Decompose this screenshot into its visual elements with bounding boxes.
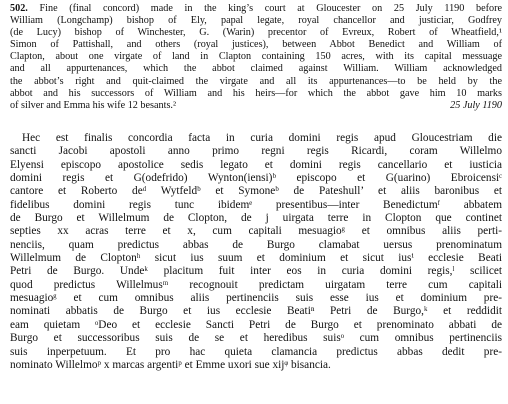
latin-line: cantore et Roberto deᵈ Wytfeldᵇ et Symoneᵇ de Pateshull’ et aliis baronibus et bbox=[10, 185, 502, 198]
calendar-line: abbot and his successors of William and his heirs—for which the abbot gave him 10 marks bbox=[10, 87, 502, 99]
calendar-line: (de Lucy) bishop of Winchester, G. (Warin) precentor of Evreux, Robert of Wheatfield,¹ bbox=[10, 27, 502, 39]
latin-line: fidelibus domini regis tunc ibidemᵉ presentibus—inter Benedictumᶠ abbatem bbox=[10, 198, 502, 211]
latin-line: sancti Jacobi apostoli anno primo regni regis Ricardi, coram Willelmo bbox=[10, 145, 502, 158]
latin-line: Burgo et successoribus suis de se et heredibus suisᵒ cum omnibus pertinenciis bbox=[10, 332, 502, 345]
calendar-line: 502. Fine (final concord) made in the king’s court at Gloucester on 25 July 1190 before bbox=[10, 3, 503, 14]
latin-line: nenciis, quam predictus abbas de Burgo clamabat uersus prenominatum bbox=[10, 238, 502, 251]
calendar-line: Simon of Pattishall, and others (royal justices), between Abbot Benedict and William of bbox=[10, 39, 502, 51]
calendar-line: Clapton, about one virgate of land in Clapton containing 150 acres, with its capital messuage bbox=[10, 51, 502, 63]
latin-line: de Burgo et Willelmum de Clopton, de j uirgata terre in Clopton que continet bbox=[10, 212, 502, 225]
latin-line: Hec est finalis concordia facta in curia domini regis apud Gloucestriam die bbox=[22, 132, 502, 144]
entry-number: 502. bbox=[10, 3, 28, 14]
latin-line: mesuagioᵍ et cum omnibus aliis pertinenciis suis esse ius et dominium pre- bbox=[10, 292, 502, 305]
latin-line: Elyensi episcopo apostolice sedis legato et domini regis cancellario et iusticia bbox=[10, 158, 502, 171]
calendar-line: and all appurtenances, which the abbot claimed against William. William acknowledged bbox=[10, 63, 502, 75]
latin-text bbox=[10, 132, 502, 372]
calendar-line: the abbot’s right and quit-claimed the virgate and all its appurtenances—to be held by the bbox=[10, 75, 502, 87]
calendar-entry bbox=[10, 3, 502, 112]
latin-line: suis inperpetuum. Et pro hac quieta clamancia predictus abbas dedit pre- bbox=[10, 345, 502, 358]
latin-line: Petri de Burgo. Undeᵏ placitum fuit inter eos in curia domini regis,ˡ scilicet bbox=[10, 265, 502, 278]
latin-line: septies xx acras terre et x, cum capitali mesuagioᵍ et omnibus aliis perti- bbox=[10, 225, 502, 238]
latin-line: Willelmum de Cloptonʰ sicut ius suum et dominium et sicut iusⁱ ecclesie Beati bbox=[10, 252, 502, 265]
calendar-line: of silver and Emma his wife 12 besants.² 25 July 1190 bbox=[10, 99, 502, 111]
date-tail: 25 July 1190 bbox=[450, 99, 502, 111]
latin-line: nominato Willelmoᵖ x marcas argentiᵖ et Emme uxori sue xijᵠ bisancia. bbox=[10, 358, 331, 371]
latin-line: quod predictus Willelmusᵐ recognouit predictam uirgatam terre cum capitali bbox=[10, 278, 502, 291]
latin-line: eam quietam ᵒDeo et ecclesie Sancti Petri de Burgo et prenominato abbati de bbox=[10, 318, 502, 331]
latin-line: domini regis et G(odefrido) Wynton(iensi)ᵇ episcopo et G(uarino) Ebroicensiᶜ bbox=[10, 172, 502, 185]
calendar-line: William (Longchamp) bishop of Ely, papal legate, royal chancellor and justiciar, Godfrey bbox=[10, 15, 502, 27]
latin-line: nominati abbatis de Burgo et ius ecclesie Beatiⁿ Petri de Burgo,ᵏ et reddidit bbox=[10, 305, 502, 318]
